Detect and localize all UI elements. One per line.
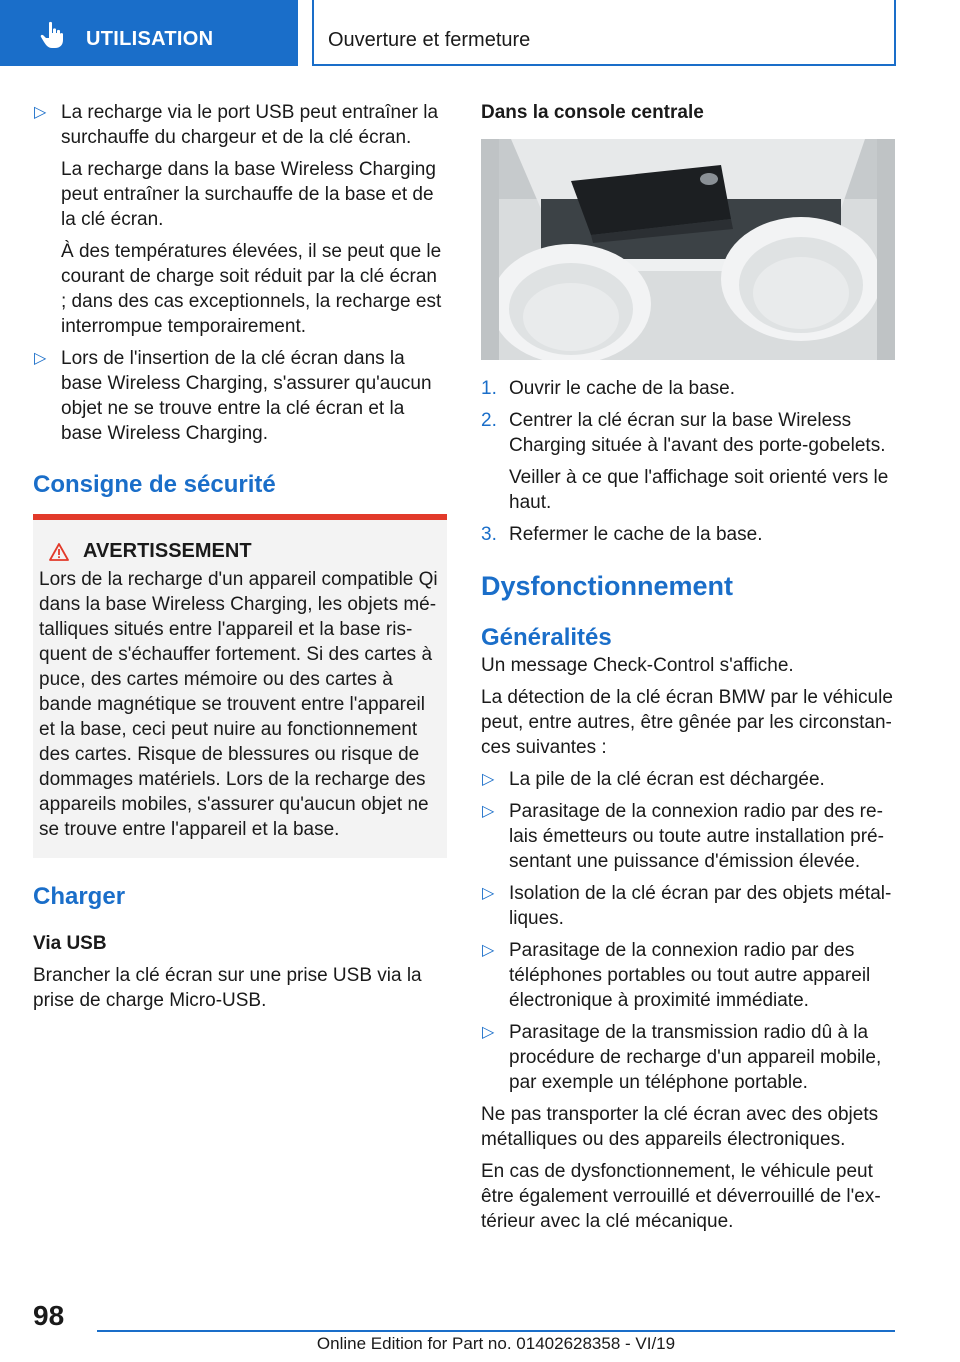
- triangle-bullet-icon: ▷: [34, 350, 47, 367]
- section-title: UTILISATION: [86, 28, 214, 50]
- closing-paragraph: En cas de dysfonctionnement, le véhicule peut être également verrouillé et déverrouillé de l'extérieur avec la clé mécanique.: [481, 1161, 881, 1232]
- paragraph: Parasitage de la connexion radio par des téléphones portables ou tout autre appareil électronique à proximité immédiate.: [509, 940, 871, 1011]
- paragraph: Lors de l'insertion de la clé écran dans la base Wireless Charging, s'assurer qu'aucun objet ne se trouve entre la clé écran et la base Wireless Charging.: [61, 348, 432, 444]
- triangle-bullet-icon: ▷: [482, 803, 495, 820]
- step-number: 2.: [481, 410, 497, 431]
- paragraph: Ouvrir le cache de la base.: [509, 378, 736, 399]
- paragraph: Parasitage de la transmission radio dû à la procédure de recharge d'un appareil mobile, par exemple un téléphone portable.: [509, 1022, 882, 1093]
- usb-text: Brancher la clé écran sur une prise USB via la prise de charge Micro-USB.: [33, 965, 422, 1011]
- hand-pointer-icon: [38, 20, 68, 50]
- paragraph: Refermer le cache de la base.: [509, 524, 763, 545]
- right-column: [481, 100, 895, 1234]
- list-item: [481, 938, 895, 1013]
- chapter-title: Ouverture et fermeture: [328, 29, 531, 51]
- paragraph: Centrer la clé écran sur la base Wireless Charging située à l'avant des porte-gobelets.: [509, 410, 886, 456]
- section-tab: [0, 0, 298, 66]
- paragraph: Veiller à ce que l'affichage soit orienté vers le haut.: [509, 467, 889, 513]
- wireless-charging-photo: [481, 139, 895, 360]
- paragraph: Parasitage de la connexion radio par des relais émetteurs ou toute autre installation présentant une puissance d'émission élevée.: [509, 801, 884, 872]
- usb-heading: Via USB: [33, 933, 107, 954]
- step-item: [481, 408, 895, 515]
- step-number: 1.: [481, 378, 497, 399]
- charger-heading: Charger: [33, 883, 126, 910]
- console-photo: [481, 139, 895, 360]
- general-paragraph: La détection de la clé écran BMW par le véhicule peut, entre autres, être gênée par les circonstances suivantes :: [481, 687, 893, 758]
- triangle-bullet-icon: ▷: [34, 104, 47, 121]
- edition-text: Online Edition for Part no. 01402628358 - VI/19: [316, 1334, 676, 1353]
- triangle-bullet-icon: ▷: [482, 771, 495, 788]
- step-number: 3.: [481, 524, 497, 545]
- triangle-bullet-icon: ▷: [482, 942, 495, 959]
- paragraph: La pile de la clé écran est déchargée.: [509, 769, 825, 790]
- list-item: [481, 1020, 895, 1095]
- chapter-tab: [312, 0, 896, 66]
- list-item: [481, 881, 895, 931]
- warning-title-text: AVERTISSEMENT: [83, 540, 252, 562]
- list-item: [481, 799, 895, 874]
- footer-rule: [97, 1330, 895, 1332]
- triangle-bullet-icon: ▷: [482, 1024, 495, 1041]
- paragraph: La recharge dans la base Wireless Charging peut entraîner la surchauffe de la base et de la clé écran.: [61, 159, 436, 230]
- left-column: [33, 100, 447, 1013]
- warning-triangle-icon: [49, 543, 69, 561]
- list-item: [33, 100, 447, 339]
- safety-heading: Consigne de sécurité: [33, 471, 276, 498]
- list-item: [33, 346, 447, 446]
- list-item: [481, 767, 895, 792]
- warning-box: [33, 520, 447, 858]
- paragraph: La recharge via le port USB peut entraîner la surchauffe du chargeur et de la clé écran.: [61, 102, 439, 148]
- warning-title: [49, 539, 439, 564]
- paragraph: Isolation de la clé écran par des objets métalliques.: [509, 883, 892, 929]
- closing-paragraph: Ne pas transporter la clé écran avec des objets métalliques ou des appareils électroniques.: [481, 1104, 879, 1150]
- console-heading: Dans la console centrale: [481, 102, 704, 123]
- paragraph: À des températures élevées, il se peut que le courant de charge soit réduit par la clé écran ; dans des cas exceptionnels, la recharge est interrompue temporairement.: [61, 241, 442, 337]
- step-item: [481, 376, 895, 401]
- step-item: [481, 522, 895, 547]
- general-heading: Généralités: [481, 624, 612, 651]
- general-paragraph: Un message Check-Control s'affiche.: [481, 655, 794, 676]
- malfunction-heading: Dysfonctionnement: [481, 571, 734, 601]
- warning-text: Lors de la recharge d'un appareil compatible Qi dans la base Wireless Charging, les objets métalliques situés entre l'appareil et la base risquent de s'échauffer fortement. Si des cartes à puce, des cartes mémoire ou des cartes à bande magnétique se trouvent entre l'appareil et la base, ceci peut nuire au fonctionnement des cartes. Risque de blessures ou risque de dommages matériels. Lors de la recharge des appareils mobiles, s'assurer qu'aucun objet ne se trouve entre l'appareil et la base.: [39, 569, 438, 840]
- triangle-bullet-icon: ▷: [482, 885, 495, 902]
- page-number: 98: [33, 1300, 65, 1331]
